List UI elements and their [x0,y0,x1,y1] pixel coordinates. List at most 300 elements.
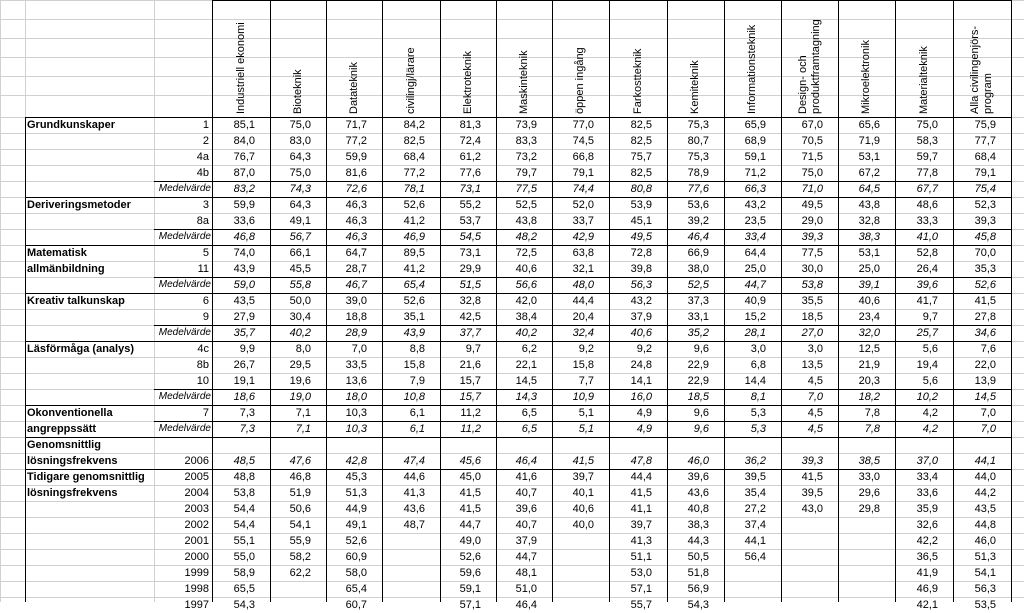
data-cell[interactable]: 53,1 [858,151,880,163]
data-cell[interactable]: 9,6 [693,343,709,355]
data-cell[interactable]: 75,3 [687,119,709,131]
data-cell[interactable]: 58,9 [233,567,255,579]
data-cell[interactable]: 51,0 [515,583,537,595]
data-cell[interactable]: 35,5 [801,295,823,307]
data-cell[interactable]: 45,6 [459,455,481,467]
group-label[interactable]: lösningsfrekvens [27,455,118,467]
data-cell[interactable]: 37,3 [687,295,709,307]
data-cell[interactable]: 74,0 [233,247,255,259]
data-cell[interactable]: 40,6 [630,327,652,339]
data-cell[interactable] [552,533,597,549]
data-cell[interactable]: 50,0 [289,295,311,307]
data-cell[interactable]: 49,5 [630,231,652,243]
data-cell[interactable]: 44,8 [974,519,996,531]
data-cell[interactable]: 36,2 [744,455,766,467]
data-cell[interactable]: 77,0 [572,119,594,131]
data-cell[interactable]: 46,4 [515,599,537,611]
data-cell[interactable] [270,581,314,597]
data-cell[interactable]: 71,9 [858,135,880,147]
data-cell[interactable]: 30,4 [289,311,311,323]
data-cell[interactable]: 9,9 [239,343,255,355]
data-cell[interactable] [838,517,883,533]
data-cell[interactable]: 77,2 [345,135,367,147]
data-cell[interactable] [609,437,655,453]
data-cell[interactable] [781,533,826,549]
task-key[interactable]: 7 [202,407,209,419]
data-cell[interactable]: 30,0 [801,263,823,275]
data-cell[interactable]: 39,1 [858,279,880,291]
data-cell[interactable]: 40,6 [572,503,594,515]
column-header[interactable]: Industriell ekonomi [234,22,247,114]
data-cell[interactable]: 8,8 [409,343,425,355]
data-cell[interactable]: 81,3 [459,119,481,131]
data-cell[interactable]: 57,1 [459,599,481,611]
data-cell[interactable] [667,437,712,453]
data-cell[interactable] [552,437,597,453]
data-cell[interactable]: 9,7 [465,343,481,355]
data-cell[interactable] [270,437,314,453]
data-cell[interactable]: 44,7 [515,551,537,563]
data-cell[interactable]: 40,7 [515,487,537,499]
data-cell[interactable]: 68,9 [744,135,766,147]
data-cell[interactable]: 15,8 [572,359,594,371]
data-cell[interactable]: 14,5 [974,391,996,403]
data-cell[interactable]: 72,5 [515,247,537,259]
data-cell[interactable]: 7,8 [864,423,880,435]
data-cell[interactable]: 21,9 [858,359,880,371]
data-cell[interactable]: 55,2 [459,199,481,211]
data-cell[interactable]: 7,0 [351,343,367,355]
data-cell[interactable]: 51,3 [974,551,996,563]
data-cell[interactable]: 7,3 [239,423,255,435]
data-cell[interactable]: 46,9 [916,583,938,595]
data-cell[interactable]: 35,2 [687,327,709,339]
task-key[interactable]: 8a [196,215,209,227]
data-cell[interactable]: 4,9 [636,423,652,435]
data-cell[interactable]: 77,7 [974,135,996,147]
data-cell[interactable]: 33,5 [345,359,367,371]
data-cell[interactable]: 43,9 [403,327,425,339]
data-cell[interactable]: 7,8 [864,407,880,419]
data-cell[interactable]: 40,6 [515,263,537,275]
data-cell[interactable]: 41,5 [459,487,481,499]
data-cell[interactable]: 4,5 [807,407,823,419]
data-cell[interactable]: 77,6 [687,183,709,195]
data-cell[interactable]: 45,1 [630,215,652,227]
task-key[interactable]: 2001 [184,535,209,547]
data-cell[interactable]: 73,2 [515,151,537,163]
data-cell[interactable]: 6,5 [521,423,537,435]
group-label[interactable]: Okonventionella [27,407,113,419]
data-cell[interactable]: 56,6 [515,279,537,291]
data-cell[interactable]: 39,6 [515,503,537,515]
data-cell[interactable]: 70,5 [801,135,823,147]
data-cell[interactable]: 22,9 [687,375,709,387]
data-cell[interactable]: 56,4 [744,551,766,563]
column-header[interactable]: Elektroteknik [461,51,474,114]
data-cell[interactable]: 82,5 [403,135,425,147]
data-cell[interactable]: 6,1 [409,407,425,419]
data-cell[interactable]: 39,3 [801,455,823,467]
data-cell[interactable]: 84,0 [233,135,255,147]
data-cell[interactable]: 43,8 [858,199,880,211]
data-cell[interactable]: 41,5 [572,455,594,467]
data-cell[interactable]: 27,8 [974,311,996,323]
data-cell[interactable]: 67,7 [916,183,938,195]
average-row-label[interactable]: Medelvärde [158,423,211,434]
data-cell[interactable]: 45,0 [459,471,481,483]
data-cell[interactable]: 82,5 [630,119,652,131]
data-cell[interactable]: 71,7 [345,119,367,131]
data-cell[interactable]: 37,7 [459,327,481,339]
data-cell[interactable]: 66,8 [572,151,594,163]
column-header[interactable]: Informationsteknik [746,24,758,114]
data-cell[interactable]: 66,9 [687,247,709,259]
data-cell[interactable]: 39,5 [801,487,823,499]
data-cell[interactable]: 67,2 [858,167,880,179]
data-cell[interactable]: 65,4 [403,279,425,291]
data-cell[interactable] [953,437,999,453]
data-cell[interactable]: 33,6 [233,215,255,227]
data-cell[interactable]: 38,0 [687,263,709,275]
data-cell[interactable]: 53,5 [974,599,996,611]
data-cell[interactable]: 75,0 [289,119,311,131]
data-cell[interactable]: 46,0 [974,535,996,547]
data-cell[interactable]: 9,2 [578,343,594,355]
group-label[interactable]: angreppssätt [27,423,97,435]
data-cell[interactable]: 32,1 [572,263,594,275]
data-cell[interactable]: 14,4 [744,375,766,387]
average-row-label[interactable]: Medelvärde [158,279,211,290]
data-cell[interactable]: 11,2 [460,407,481,419]
data-cell[interactable]: 33,0 [858,471,880,483]
data-cell[interactable]: 7,0 [980,423,996,435]
data-cell[interactable]: 64,4 [744,247,766,259]
data-cell[interactable]: 6,5 [521,407,537,419]
data-cell[interactable]: 39,7 [630,519,652,531]
data-cell[interactable]: 58,2 [289,551,311,563]
data-cell[interactable]: 41,6 [515,471,537,483]
data-cell[interactable]: 55,7 [630,599,652,611]
data-cell[interactable]: 41,3 [403,487,425,499]
data-cell[interactable]: 14,1 [630,375,652,387]
data-cell[interactable]: 35,9 [916,503,938,515]
data-cell[interactable]: 54,5 [459,231,481,243]
data-cell[interactable] [496,437,540,453]
data-cell[interactable]: 5,1 [578,407,594,419]
data-cell[interactable]: 44,4 [572,295,594,307]
data-cell[interactable]: 89,5 [403,247,425,259]
data-cell[interactable]: 49,0 [459,535,481,547]
data-cell[interactable]: 53,9 [630,199,652,211]
data-cell[interactable]: 65,9 [744,119,766,131]
data-cell[interactable]: 35,7 [233,327,255,339]
data-cell[interactable]: 64,3 [289,199,311,211]
data-cell[interactable]: 38,3 [687,519,709,531]
data-cell[interactable]: 79,1 [572,167,594,179]
data-cell[interactable]: 26,7 [233,359,255,371]
column-header[interactable]: Farkostteknik [631,48,644,114]
data-cell[interactable] [724,581,769,597]
data-cell[interactable]: 48,0 [572,279,594,291]
data-cell[interactable]: 46,0 [687,455,709,467]
data-cell[interactable]: 75,9 [974,119,996,131]
group-label[interactable]: Läsförmåga (analys) [27,343,134,355]
data-cell[interactable] [440,437,484,453]
data-cell[interactable]: 37,0 [916,455,938,467]
data-cell[interactable]: 7,0 [980,407,996,419]
data-cell[interactable] [326,437,370,453]
data-cell[interactable]: 39,8 [630,263,652,275]
group-label[interactable]: Deriveringsmetoder [27,199,131,211]
data-cell[interactable] [382,581,428,597]
data-cell[interactable] [781,517,826,533]
data-cell[interactable]: 83,2 [233,183,255,195]
data-cell[interactable]: 51,5 [459,279,481,291]
data-cell[interactable]: 68,4 [974,151,996,163]
data-cell[interactable]: 41,0 [916,231,938,243]
data-cell[interactable]: 82,5 [630,135,652,147]
data-cell[interactable]: 82,5 [630,167,652,179]
data-cell[interactable]: 41,5 [459,503,481,515]
data-cell[interactable]: 13,9 [974,375,996,387]
data-cell[interactable]: 54,1 [974,567,996,579]
data-cell[interactable] [552,597,597,613]
data-cell[interactable]: 39,0 [345,295,367,307]
data-cell[interactable]: 62,2 [289,567,311,579]
data-cell[interactable] [552,565,597,581]
data-cell[interactable]: 25,0 [858,263,880,275]
data-cell[interactable]: 8,1 [750,391,766,403]
data-cell[interactable]: 5,1 [578,423,594,435]
data-cell[interactable]: 43,2 [744,199,766,211]
average-row-label[interactable]: Medelvärde [158,231,211,242]
data-cell[interactable]: 46,3 [345,215,367,227]
data-cell[interactable]: 44,7 [744,279,766,291]
task-key[interactable]: 11 [197,263,209,275]
data-cell[interactable]: 4,9 [636,407,652,419]
data-cell[interactable]: 29,5 [289,359,311,371]
data-cell[interactable]: 5,6 [922,343,938,355]
data-cell[interactable]: 80,7 [687,135,709,147]
data-cell[interactable]: 28,1 [744,327,766,339]
data-cell[interactable]: 41,7 [916,295,938,307]
data-cell[interactable]: 14,5 [515,375,537,387]
data-cell[interactable]: 8,0 [295,343,311,355]
data-cell[interactable]: 53,6 [687,199,709,211]
data-cell[interactable]: 75,3 [687,151,709,163]
data-cell[interactable]: 48,8 [233,471,255,483]
data-cell[interactable]: 77,2 [403,167,425,179]
data-cell[interactable]: 32,6 [916,519,938,531]
data-cell[interactable]: 9,7 [922,311,938,323]
data-cell[interactable]: 46,8 [233,231,255,243]
data-cell[interactable]: 37,9 [630,311,652,323]
data-cell[interactable]: 38,5 [858,455,880,467]
data-cell[interactable]: 18,2 [858,391,880,403]
data-cell[interactable]: 3,0 [807,343,823,355]
data-cell[interactable]: 6,2 [521,343,537,355]
data-cell[interactable]: 55,9 [289,535,311,547]
data-cell[interactable]: 44,9 [345,503,367,515]
data-cell[interactable]: 59,1 [744,151,766,163]
data-cell[interactable]: 76,7 [233,151,255,163]
data-cell[interactable] [552,549,597,565]
group-label[interactable]: lösningsfrekvens [27,487,118,499]
data-cell[interactable]: 33,1 [687,311,709,323]
data-cell[interactable] [838,565,883,581]
data-cell[interactable]: 38,3 [858,231,880,243]
task-key[interactable]: 10 [196,375,209,387]
data-cell[interactable]: 39,6 [916,279,938,291]
column-header[interactable]: Materialteknik [917,46,930,114]
data-cell[interactable]: 52,0 [572,199,594,211]
data-cell[interactable]: 19,0 [289,391,311,403]
data-cell[interactable]: 18,0 [345,391,367,403]
data-cell[interactable]: 54,4 [233,519,255,531]
data-cell[interactable]: 35,4 [744,487,766,499]
data-cell[interactable]: 25,0 [744,263,766,275]
data-cell[interactable]: 41,5 [974,295,996,307]
column-header[interactable]: Datateknik [347,62,360,114]
data-cell[interactable]: 53,1 [858,247,880,259]
data-cell[interactable]: 4,5 [807,423,823,435]
column-header[interactable]: Mikroelektronik [860,40,872,114]
task-key[interactable]: 2002 [184,519,209,531]
data-cell[interactable]: 70,0 [974,247,996,259]
task-key[interactable]: 5 [202,247,209,259]
data-cell[interactable]: 44,2 [974,487,996,499]
data-cell[interactable]: 10,3 [345,423,367,435]
data-cell[interactable]: 33,7 [572,215,594,227]
data-cell[interactable]: 37,9 [515,535,537,547]
data-cell[interactable]: 52,5 [515,199,537,211]
data-cell[interactable] [724,565,769,581]
data-cell[interactable]: 51,1 [630,551,652,563]
data-cell[interactable]: 10,3 [345,407,367,419]
data-cell[interactable]: 64,7 [345,247,367,259]
data-cell[interactable]: 10,2 [916,391,938,403]
data-cell[interactable]: 54,4 [233,503,255,515]
data-cell[interactable]: 14,3 [515,391,537,403]
data-cell[interactable]: 41,2 [403,215,425,227]
task-key[interactable]: 2004 [184,487,209,499]
data-cell[interactable]: 64,3 [289,151,311,163]
data-cell[interactable]: 10,9 [572,391,594,403]
data-cell[interactable]: 42,2 [916,535,938,547]
data-cell[interactable]: 46,4 [687,231,709,243]
data-cell[interactable]: 15,8 [403,359,425,371]
data-cell[interactable]: 32,4 [572,327,594,339]
data-cell[interactable]: 47,6 [289,455,311,467]
data-cell[interactable]: 50,5 [687,551,709,563]
data-cell[interactable]: 52,6 [403,199,425,211]
data-cell[interactable]: 77,5 [515,183,537,195]
data-cell[interactable]: 46,3 [345,231,367,243]
data-cell[interactable]: 52,6 [974,279,996,291]
column-header[interactable]: produktframtagning [809,19,822,114]
data-cell[interactable]: 4,2 [922,423,938,435]
data-cell[interactable]: 75,4 [974,183,996,195]
data-cell[interactable]: 33,4 [916,471,938,483]
task-key[interactable]: 4c [197,343,209,355]
task-key[interactable]: 3 [202,199,209,211]
data-cell[interactable]: 40,0 [572,519,594,531]
data-cell[interactable]: 39,5 [744,471,766,483]
task-key[interactable]: 1 [202,119,209,131]
data-cell[interactable]: 18,5 [687,391,709,403]
data-cell[interactable]: 52,3 [974,199,996,211]
column-header[interactable]: Bioteknik [291,69,304,114]
data-cell[interactable] [895,437,941,453]
data-cell[interactable]: 49,5 [801,199,823,211]
data-cell[interactable]: 81,6 [345,167,367,179]
data-cell[interactable] [382,597,428,613]
task-key[interactable]: 2003 [184,503,209,515]
data-cell[interactable]: 43,5 [233,295,255,307]
data-cell[interactable]: 59,7 [916,151,938,163]
data-cell[interactable]: 19,1 [233,375,255,387]
data-cell[interactable]: 39,3 [974,215,996,227]
data-cell[interactable]: 48,5 [233,455,255,467]
data-cell[interactable] [838,581,883,597]
data-cell[interactable]: 27,9 [233,311,255,323]
group-label[interactable]: allmänbildning [27,263,105,275]
data-cell[interactable]: 27,0 [801,327,823,339]
data-cell[interactable] [838,533,883,549]
column-header[interactable]: Kemiteknik [689,60,701,114]
data-cell[interactable]: 15,7 [459,391,481,403]
data-cell[interactable]: 51,8 [687,567,709,579]
data-cell[interactable]: 3,0 [750,343,766,355]
data-cell[interactable]: 63,8 [572,247,594,259]
data-cell[interactable]: 56,9 [687,583,709,595]
data-cell[interactable]: 44,4 [630,471,652,483]
data-cell[interactable]: 40,2 [515,327,537,339]
data-cell[interactable]: 44,6 [403,471,425,483]
data-cell[interactable]: 19,4 [916,359,938,371]
data-cell[interactable] [382,549,428,565]
data-cell[interactable] [382,437,428,453]
data-cell[interactable]: 48,2 [515,231,537,243]
data-cell[interactable] [382,565,428,581]
average-row-label[interactable]: Medelvärde [158,183,211,194]
data-cell[interactable]: 9,6 [693,407,709,419]
data-cell[interactable]: 40,1 [572,487,594,499]
data-cell[interactable]: 73,9 [515,119,537,131]
data-cell[interactable]: 75,0 [801,167,823,179]
data-cell[interactable]: 18,8 [345,311,367,323]
data-cell[interactable]: 78,9 [687,167,709,179]
data-cell[interactable]: 59,0 [233,279,255,291]
data-cell[interactable] [724,437,769,453]
data-cell[interactable]: 40,9 [744,295,766,307]
data-cell[interactable]: 4,5 [807,375,823,387]
data-cell[interactable]: 53,8 [233,487,255,499]
data-cell[interactable]: 64,5 [858,183,880,195]
data-cell[interactable]: 46,7 [345,279,367,291]
data-cell[interactable]: 20,4 [572,311,594,323]
data-cell[interactable]: 52,5 [687,279,709,291]
data-cell[interactable]: 20,3 [858,375,880,387]
data-cell[interactable]: 32,8 [459,295,481,307]
data-cell[interactable]: 11,2 [460,423,481,435]
data-cell[interactable]: 68,4 [403,151,425,163]
data-cell[interactable]: 75,0 [916,119,938,131]
data-cell[interactable]: 26,4 [916,263,938,275]
data-cell[interactable]: 32,8 [858,215,880,227]
data-cell[interactable]: 47,4 [403,455,425,467]
